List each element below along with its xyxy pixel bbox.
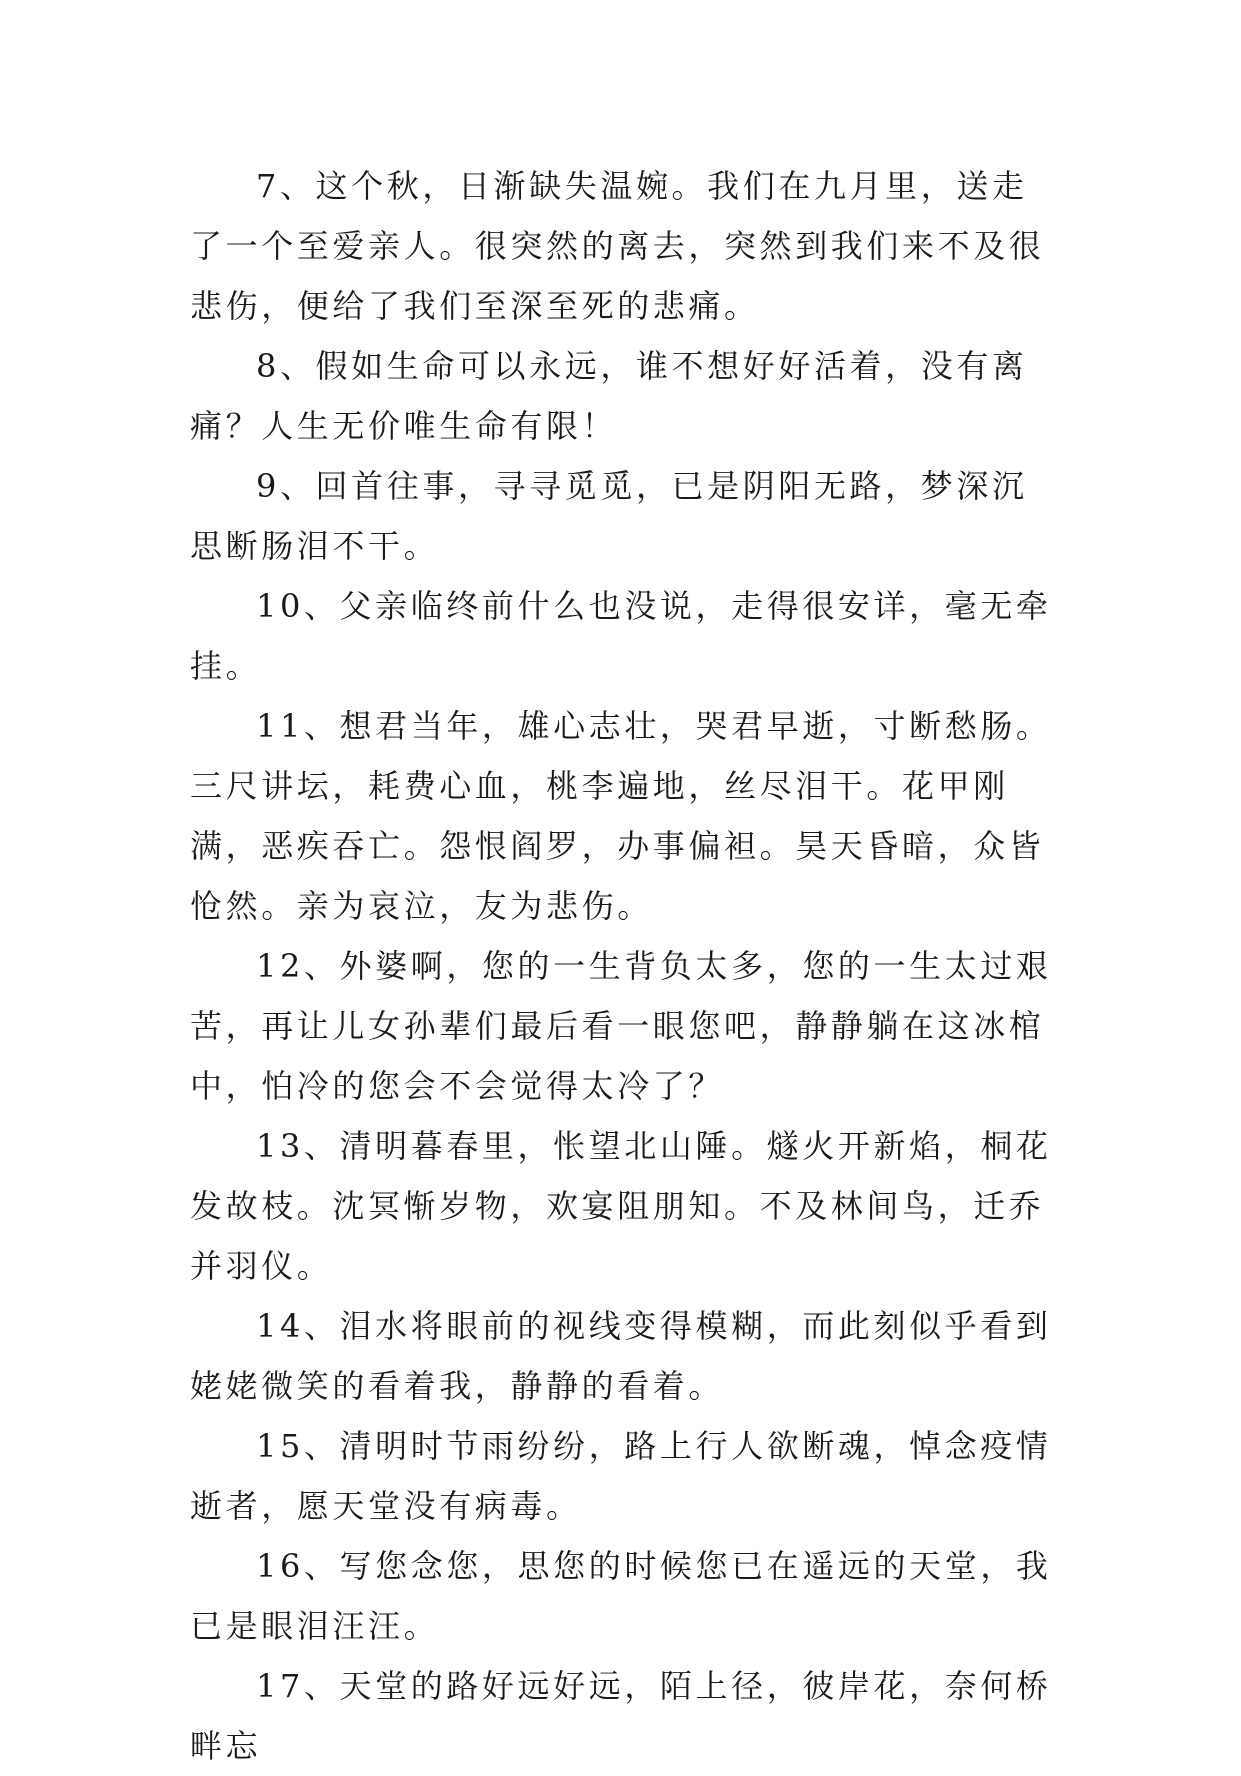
paragraph-10: 10、父亲临终前什么也没说，走得很安详，毫无牵挂。 <box>190 587 1052 685</box>
paragraph-11: 11、想君当年，雄心志壮，哭君早逝，寸断愁肠。三尺讲坛，耗费心血，桃李遍地，丝尽泪干。花甲刚满，恶疾吞亡。怨恨阎罗，办事偏袒。昊天昏暗，众皆怆然。亲为哀泣，友为悲伤。 <box>190 707 1052 925</box>
paragraph-14: 14、泪水将眼前的视线变得模糊，而此刻似乎看到姥姥微笑的看着我，静静的看着。 <box>190 1307 1052 1405</box>
document-body <box>190 156 1058 1776</box>
paragraph-8: 8、假如生命可以永远，谁不想好好活着，没有离痛？人生无价唯生命有限！ <box>190 347 1028 445</box>
paragraph-7: 7、这个秋，日渐缺失温婉。我们在九月里，送走了一个至爱亲人。很突然的离去，突然到我们来不及很悲伤，便给了我们至深至死的悲痛。 <box>190 167 1045 325</box>
paragraph-13: 13、清明暮春里，怅望北山陲。燧火开新焰，桐花发故枝。沈冥惭岁物，欢宴阻朋知。不及林间鸟，迁乔并羽仪。 <box>190 1127 1052 1285</box>
paragraph-17: 17、天堂的路好远好远，陌上径，彼岸花，奈何桥畔忘 <box>190 1667 1052 1765</box>
paragraph-12: 12、外婆啊，您的一生背负太多，您的一生太过艰苦，再让儿女孙辈们最后看一眼您吧，静静躺在这冰棺中，怕冷的您会不会觉得太冷了？ <box>190 947 1052 1105</box>
paragraph-15: 15、清明时节雨纷纷，路上行人欲断魂，悼念疫情逝者，愿天堂没有病毒。 <box>190 1427 1052 1525</box>
paragraph-9: 9、回首往事，寻寻觅觅，已是阴阳无路，梦深沉思断肠泪不干。 <box>190 467 1028 565</box>
paragraph-16: 16、写您念您，思您的时候您已在遥远的天堂，我已是眼泪汪汪。 <box>190 1547 1052 1645</box>
